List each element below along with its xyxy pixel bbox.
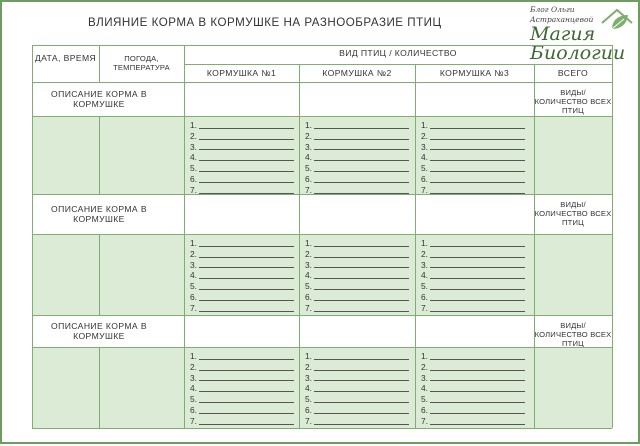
entry-line[interactable]	[305, 394, 312, 405]
entry-line[interactable]	[190, 249, 197, 260]
entry-line[interactable]	[190, 351, 197, 362]
entry-number: 5.	[421, 281, 428, 292]
entry-number: 4.	[190, 383, 197, 394]
entry-line[interactable]	[190, 383, 197, 394]
entry-line[interactable]	[421, 152, 428, 163]
entry-line[interactable]	[421, 238, 428, 249]
entry-blank-line[interactable]	[199, 246, 294, 247]
feeder-1-entry-list	[190, 351, 197, 427]
feed-description-label: ОПИСАНИЕ КОРМА В КОРМУШКЕ	[51, 204, 147, 224]
entry-number: 5.	[305, 281, 312, 292]
grid-line-vertical	[299, 64, 300, 428]
entry-blank-line[interactable]	[314, 246, 409, 247]
grid-line-horizontal	[32, 347, 612, 348]
entry-number: 2.	[421, 361, 428, 372]
grid-line-vertical	[99, 234, 100, 315]
entry-number: 2.	[305, 248, 312, 259]
entry-number: 7.	[421, 184, 428, 195]
entry-line[interactable]	[305, 260, 312, 271]
entry-number: 2.	[421, 130, 428, 141]
entry-blank-line[interactable]	[430, 171, 525, 172]
entry-blank-line[interactable]	[199, 160, 294, 161]
entry-blank-line[interactable]	[199, 370, 294, 371]
entry-number: 5.	[190, 163, 197, 174]
entry-line[interactable]	[190, 416, 197, 427]
entry-line[interactable]	[421, 416, 428, 427]
entry-blank-line[interactable]	[430, 413, 525, 414]
entry-blank-line[interactable]	[199, 139, 294, 140]
entry-blank-line[interactable]	[314, 380, 409, 381]
entry-line[interactable]	[190, 152, 197, 163]
entry-line[interactable]	[421, 249, 428, 260]
entry-number: 1.	[421, 120, 428, 130]
entry-number: 2.	[190, 248, 197, 259]
entry-blank-line[interactable]	[430, 359, 525, 360]
entry-line[interactable]	[305, 373, 312, 384]
entry-line[interactable]	[421, 120, 428, 131]
entry-blank-line[interactable]	[430, 370, 525, 371]
feeder-3-entry-list	[421, 351, 428, 427]
entry-blank-line[interactable]	[314, 424, 409, 425]
entry-line[interactable]	[305, 416, 312, 427]
entry-blank-line[interactable]	[314, 402, 409, 403]
entry-blank-line[interactable]	[199, 424, 294, 425]
entry-line[interactable]	[421, 292, 428, 303]
entry-line[interactable]	[190, 238, 197, 249]
entry-blank-line[interactable]	[199, 359, 294, 360]
column-feeder-2-header: КОРМУШКА №2	[322, 68, 392, 78]
page-title: ВЛИЯНИЕ КОРМА В КОРМУШКЕ НА РАЗНООБРАЗИЕ ПТИЦ	[88, 16, 442, 29]
entry-number: 3.	[305, 141, 312, 152]
entry-line[interactable]	[421, 270, 428, 281]
entry-blank-line[interactable]	[430, 267, 525, 268]
entry-line[interactable]	[305, 249, 312, 260]
entry-number: 6.	[421, 173, 428, 184]
entry-number: 2.	[190, 361, 197, 372]
entry-blank-line[interactable]	[199, 257, 294, 258]
grid-line-horizontal	[184, 64, 612, 65]
entry-line[interactable]	[305, 131, 312, 142]
entry-blank-line[interactable]	[314, 311, 409, 312]
entry-line[interactable]	[305, 303, 312, 314]
entry-number: 1.	[190, 120, 197, 130]
entry-number: 3.	[190, 141, 197, 152]
entry-number: 1.	[305, 351, 312, 361]
entry-number: 2.	[421, 248, 428, 259]
entry-line[interactable]	[190, 260, 197, 271]
total-species-label: ВИДЫ/ КОЛИЧЕСТВО ВСЕХ ПТИЦ	[534, 88, 612, 115]
entry-line[interactable]	[190, 281, 197, 292]
entry-blank-line[interactable]	[314, 300, 409, 301]
entry-line[interactable]	[421, 362, 428, 373]
entry-blank-line[interactable]	[430, 289, 525, 290]
entry-line[interactable]	[421, 394, 428, 405]
entry-blank-line[interactable]	[199, 300, 294, 301]
column-date-header: ДАТА, ВРЕМЯ	[34, 53, 97, 63]
entry-line[interactable]	[421, 351, 428, 362]
entry-line[interactable]	[305, 120, 312, 131]
entry-number: 5.	[421, 163, 428, 174]
feeder-2-entry-list	[305, 238, 312, 314]
grid-line-horizontal	[32, 82, 612, 83]
entry-number: 4.	[421, 152, 428, 163]
entry-number: 1.	[421, 351, 428, 361]
grid-line-vertical	[99, 45, 100, 82]
entry-blank-line[interactable]	[314, 149, 409, 150]
entry-number: 1.	[190, 351, 197, 361]
entry-blank-line[interactable]	[430, 149, 525, 150]
entry-blank-line[interactable]	[430, 424, 525, 425]
entry-blank-line[interactable]	[314, 160, 409, 161]
entry-line[interactable]	[190, 292, 197, 303]
entry-number: 7.	[190, 415, 197, 426]
total-species-label: ВИДЫ/ КОЛИЧЕСТВО ВСЕХ ПТИЦ	[534, 321, 612, 348]
entry-blank-line[interactable]	[314, 171, 409, 172]
grid-line-horizontal	[32, 315, 612, 316]
entry-blank-line[interactable]	[314, 370, 409, 371]
grid-line-vertical	[612, 45, 613, 428]
entry-blank-line[interactable]	[199, 391, 294, 392]
entry-blank-line[interactable]	[199, 267, 294, 268]
feeder-1-entry-list	[190, 238, 197, 314]
entry-number: 4.	[421, 383, 428, 394]
entry-line[interactable]	[421, 373, 428, 384]
entry-line[interactable]	[190, 163, 197, 174]
grid-line-horizontal	[32, 116, 612, 117]
entry-number: 6.	[421, 404, 428, 415]
entry-line[interactable]	[190, 142, 197, 153]
entry-number: 7.	[305, 415, 312, 426]
entry-number: 3.	[190, 259, 197, 270]
entry-number: 5.	[305, 394, 312, 405]
entry-blank-line[interactable]	[314, 267, 409, 268]
entry-blank-line[interactable]	[430, 257, 525, 258]
entry-number: 2.	[305, 361, 312, 372]
entry-number: 7.	[305, 184, 312, 195]
entry-line[interactable]	[421, 281, 428, 292]
entry-blank-line[interactable]	[430, 160, 525, 161]
entry-blank-line[interactable]	[430, 182, 525, 183]
entry-line[interactable]	[305, 405, 312, 416]
species-count-header: ВИД ПТИЦ / КОЛИЧЕСТВО	[339, 48, 457, 58]
entry-number: 6.	[305, 404, 312, 415]
feed-description-label: ОПИСАНИЕ КОРМА В КОРМУШКЕ	[51, 321, 147, 341]
entry-blank-line[interactable]	[199, 182, 294, 183]
entry-blank-line[interactable]	[314, 391, 409, 392]
entry-number: 3.	[421, 259, 428, 270]
feed-description-label: ОПИСАНИЕ КОРМА В КОРМУШКЕ	[51, 89, 147, 109]
entry-blank-line[interactable]	[199, 128, 294, 129]
logo-line-1: Блог Ольги	[530, 5, 575, 14]
logo-line-4: Биологии	[530, 42, 626, 64]
grid-line-horizontal	[32, 194, 612, 195]
entry-number: 7.	[305, 302, 312, 313]
grid-line-vertical	[99, 116, 100, 194]
entry-number: 4.	[421, 270, 428, 281]
entry-blank-line[interactable]	[314, 139, 409, 140]
entry-line[interactable]	[190, 394, 197, 405]
entry-blank-line[interactable]	[199, 380, 294, 381]
entry-line[interactable]	[190, 405, 197, 416]
entry-blank-line[interactable]	[314, 257, 409, 258]
grid-line-vertical	[32, 45, 33, 428]
entry-number: 6.	[190, 404, 197, 415]
entry-number: 6.	[421, 291, 428, 302]
entry-number: 3.	[190, 372, 197, 383]
grid-line-vertical	[415, 64, 416, 428]
entry-line[interactable]	[190, 131, 197, 142]
entry-blank-line[interactable]	[314, 128, 409, 129]
entry-blank-line[interactable]	[430, 278, 525, 279]
total-species-label: ВИДЫ/ КОЛИЧЕСТВО ВСЕХ ПТИЦ	[534, 200, 612, 227]
feeder-3-entry-list	[421, 120, 428, 196]
grid-line-horizontal	[32, 45, 612, 46]
entry-line[interactable]	[421, 131, 428, 142]
entry-number: 4.	[190, 152, 197, 163]
column-weather-header: ПОГОДА, ТЕМПЕРАТУРА	[113, 54, 170, 72]
entry-number: 6.	[305, 291, 312, 302]
entry-blank-line[interactable]	[199, 278, 294, 279]
logo-line-2: Астраханцевой	[530, 15, 594, 24]
entry-blank-line[interactable]	[430, 391, 525, 392]
entry-line[interactable]	[190, 120, 197, 131]
entry-line[interactable]	[421, 405, 428, 416]
entry-line[interactable]	[305, 351, 312, 362]
entry-blank-line[interactable]	[314, 413, 409, 414]
entry-number: 2.	[305, 130, 312, 141]
entry-number: 7.	[421, 302, 428, 313]
entry-blank-line[interactable]	[314, 182, 409, 183]
feeder-1-entry-list	[190, 120, 197, 196]
entry-line[interactable]	[421, 303, 428, 314]
entry-line[interactable]	[305, 152, 312, 163]
entry-blank-line[interactable]	[199, 413, 294, 414]
entry-line[interactable]	[305, 362, 312, 373]
entry-number: 1.	[190, 238, 197, 248]
feeder-2-entry-list	[305, 120, 312, 196]
grid-line-horizontal	[32, 234, 612, 235]
logo-line-3: Магия	[530, 23, 596, 45]
entry-line[interactable]	[421, 383, 428, 394]
entry-blank-line[interactable]	[199, 402, 294, 403]
entry-line[interactable]	[305, 281, 312, 292]
entry-blank-line[interactable]	[430, 246, 525, 247]
column-feeder-1-header: КОРМУШКА №1	[206, 68, 277, 78]
entry-number: 7.	[421, 415, 428, 426]
entry-number: 3.	[305, 259, 312, 270]
entry-line[interactable]	[421, 163, 428, 174]
entry-line[interactable]	[305, 238, 312, 249]
entry-number: 1.	[421, 238, 428, 248]
entry-line[interactable]	[190, 362, 197, 373]
entry-number: 5.	[190, 281, 197, 292]
entry-blank-line[interactable]	[430, 128, 525, 129]
entry-number: 4.	[190, 270, 197, 281]
entry-number: 6.	[305, 173, 312, 184]
entry-number: 6.	[190, 173, 197, 184]
grid-line-vertical	[534, 64, 535, 428]
entry-blank-line[interactable]	[430, 402, 525, 403]
observation-table	[2, 2, 640, 446]
entry-line[interactable]	[305, 174, 312, 185]
entry-line[interactable]	[421, 174, 428, 185]
entry-blank-line[interactable]	[430, 311, 525, 312]
entry-line[interactable]	[305, 383, 312, 394]
entry-number: 1.	[305, 238, 312, 248]
entry-blank-line[interactable]	[314, 278, 409, 279]
entry-line[interactable]	[305, 163, 312, 174]
entry-line[interactable]	[190, 303, 197, 314]
entry-number: 5.	[305, 163, 312, 174]
entry-number: 7.	[190, 302, 197, 313]
entry-blank-line[interactable]	[314, 359, 409, 360]
column-feeder-3-header: КОРМУШКА №3	[439, 68, 510, 78]
entry-number: 6.	[190, 291, 197, 302]
grid-line-vertical	[99, 347, 100, 428]
entry-blank-line[interactable]	[430, 380, 525, 381]
entry-blank-line[interactable]	[199, 171, 294, 172]
entry-number: 3.	[421, 372, 428, 383]
entry-blank-line[interactable]	[314, 289, 409, 290]
entry-number: 5.	[190, 394, 197, 405]
entry-number: 4.	[305, 270, 312, 281]
entry-blank-line[interactable]	[199, 311, 294, 312]
entry-number: 4.	[305, 152, 312, 163]
entry-blank-line[interactable]	[199, 149, 294, 150]
entry-line[interactable]	[421, 142, 428, 153]
entry-line[interactable]	[305, 292, 312, 303]
entry-number: 2.	[190, 130, 197, 141]
entry-line[interactable]	[190, 373, 197, 384]
grid-line-horizontal	[32, 428, 612, 429]
entry-blank-line[interactable]	[199, 289, 294, 290]
entry-line[interactable]	[305, 270, 312, 281]
entry-blank-line[interactable]	[430, 139, 525, 140]
entry-blank-line[interactable]	[430, 300, 525, 301]
entry-number: 3.	[421, 141, 428, 152]
entry-line[interactable]	[190, 174, 197, 185]
entry-number: 5.	[421, 394, 428, 405]
grid-line-vertical	[184, 45, 185, 428]
feeder-2-entry-list	[305, 351, 312, 427]
entry-number: 7.	[190, 184, 197, 195]
entry-line[interactable]	[190, 270, 197, 281]
column-total-header: ВСЕГО	[557, 68, 589, 78]
entry-line[interactable]	[421, 260, 428, 271]
entry-line[interactable]	[305, 142, 312, 153]
entry-number: 4.	[305, 383, 312, 394]
entry-number: 3.	[305, 372, 312, 383]
feeder-3-entry-list	[421, 238, 428, 314]
entry-number: 1.	[305, 120, 312, 130]
